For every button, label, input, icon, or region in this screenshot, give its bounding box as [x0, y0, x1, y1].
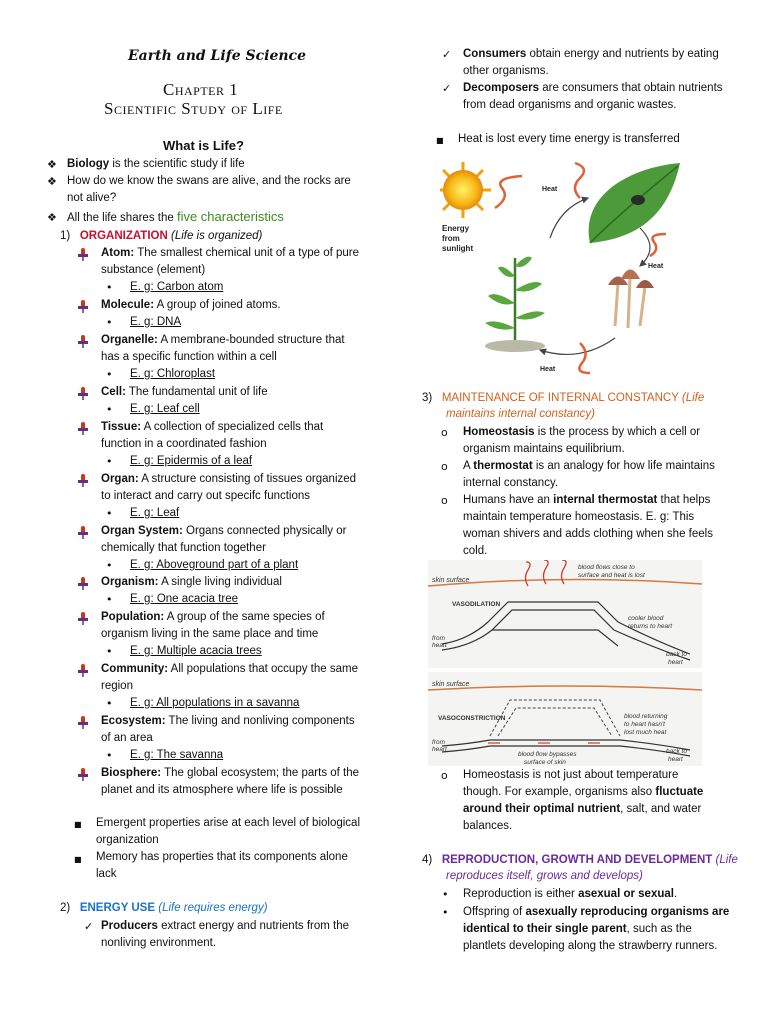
- level-definition-line-2: function in a coordinated fashion: [101, 438, 267, 450]
- level-example: E. g: Aboveground part of a plant: [130, 559, 299, 571]
- question-line-1: How do we know the swans are alive, and the rocks are: [67, 175, 351, 187]
- note-1-line-2: organization: [96, 834, 159, 846]
- organization-heading: 1) ORGANIZATION (Life is organized): [60, 230, 263, 242]
- back-to-heart-label-1: back to: [666, 748, 687, 755]
- consumers-line-1: Consumers obtain energy and nutrients by eating: [463, 48, 719, 60]
- pushpin-bullet-icon: [78, 335, 88, 347]
- pushpin-bullet-icon: [78, 387, 88, 399]
- maintenance-heading: 3) MAINTENANCE OF INTERNAL CONSTANCY (Life: [422, 392, 705, 404]
- humans-line-2: maintain temperature homeostasis. E. g: This: [463, 511, 695, 523]
- humans-line-3: woman shivers and adds clothing when she feels: [463, 528, 713, 540]
- bullet-icon: •: [106, 645, 113, 658]
- from-heart-label-1: from: [432, 739, 445, 746]
- offspring-line-2: identical to their single parent, such as the: [463, 923, 692, 935]
- level-definition-line-2: to interact and carry out specifc functions: [101, 490, 311, 502]
- level-definition-line-2: of an area: [101, 732, 153, 744]
- level-definition-line-2: substance (element): [101, 264, 206, 276]
- level-definition-line-2: organism living in the same place and time: [101, 628, 319, 640]
- circle-bullet-icon: o: [441, 494, 448, 507]
- level-definition-line-1: Molecule: A group of joined atoms.: [101, 299, 281, 311]
- energy-label-line-1: Energy: [442, 224, 470, 233]
- bullet-icon: •: [106, 368, 113, 381]
- from-heart-label-1: from: [432, 635, 445, 642]
- chapter-title: Chapter 1: [163, 80, 239, 99]
- pushpin-bullet-icon: [78, 248, 88, 260]
- level-example: E. g: Carbon atom: [130, 281, 224, 293]
- heat-note: Heat is lost every time energy is transferred: [458, 133, 680, 145]
- diamond-bullet-icon: ❖: [47, 158, 57, 171]
- level-example: E. g: Leaf: [130, 507, 180, 519]
- bullet-icon: •: [106, 403, 113, 416]
- not-just-line-3: around their optimal nutrient, salt, and water: [463, 803, 702, 815]
- energy-label-line-3: sunlight: [442, 244, 474, 253]
- pushpin-bullet-icon: [78, 422, 88, 434]
- not-just-line-2: though. For example, organisms also fluctuate: [463, 786, 704, 798]
- energy-label-line-2: from: [442, 234, 460, 243]
- level-definition-line-1: Organelle: A membrane-bounded structure that: [101, 334, 345, 346]
- level-example: E. g: Multiple acacia trees: [130, 645, 262, 657]
- heat-label-right: Heat: [648, 263, 664, 270]
- pushpin-bullet-icon: [78, 577, 88, 589]
- level-definition-line-1: Ecosystem: The living and nonliving components: [101, 715, 355, 727]
- diamond-bullet-icon: ❖: [47, 175, 57, 188]
- humans-line-1: Humans have an internal thermostat that helps: [463, 494, 711, 506]
- heat-wave-icon: [575, 163, 584, 198]
- level-definition-line-1: Atom: The smallest chemical unit of a type of pure: [101, 247, 360, 259]
- back-to-heart-label-1: back to: [666, 651, 687, 658]
- diamond-bullet-icon: ❖: [47, 211, 57, 224]
- biology-definition: Biology is the scientific study if life: [67, 158, 245, 170]
- pushpin-bullet-icon: [78, 300, 88, 312]
- back-to-heart-label-2: heart: [668, 659, 683, 666]
- consumers-line-2: other organisms.: [463, 65, 549, 77]
- thermostat-line-2: internal constancy.: [463, 477, 559, 489]
- course-title: Earth and Life Science: [128, 48, 306, 64]
- decomposers-line-2: from dead organisms and organic wastes.: [463, 99, 677, 111]
- subject-title: Scientific Study of Life: [104, 99, 283, 118]
- reproduction-heading: 4) REPRODUCTION, GROWTH AND DEVELOPMENT (Life: [422, 854, 738, 866]
- bullet-icon: •: [106, 593, 113, 606]
- level-definition-line-1: Tissue: A collection of specialized cells that: [101, 421, 324, 433]
- note-1-line-1: Emergent properties arise at each level of biological: [96, 817, 361, 829]
- energy-flow-diagram: [440, 158, 690, 376]
- sun-icon: [440, 162, 491, 218]
- checkmark-icon: ✓: [84, 920, 94, 933]
- bullet-icon: •: [442, 888, 449, 901]
- bypass-line-2: surface of skin: [524, 759, 566, 766]
- square-bullet-icon: ■: [74, 820, 82, 829]
- flow-arrow: [550, 198, 588, 238]
- decomposers-line-1: Decomposers are consumers that obtain nutrients: [463, 82, 723, 94]
- section-title: What is Life?: [163, 138, 244, 153]
- top-note-line-1: blood flows close to: [578, 564, 635, 571]
- checkmark-icon: ✓: [442, 82, 452, 95]
- circle-bullet-icon: o: [441, 769, 448, 782]
- level-definition-line-1: Population: A group of the same species of: [101, 611, 325, 623]
- level-definition-line-1: Organ: A structure consisting of tissues organized: [101, 473, 357, 485]
- top-note-line-2: surface and heat is lost: [578, 572, 645, 579]
- five-characteristics-line: All the life shares the five characteristics: [67, 209, 284, 224]
- vasoconstriction-label: VASOCONSTRICTION: [438, 715, 506, 722]
- heat-label-top: Heat: [542, 186, 558, 193]
- bullet-icon: •: [106, 455, 113, 468]
- square-bullet-icon: ■: [74, 855, 82, 864]
- pushpin-bullet-icon: [78, 664, 88, 676]
- flow-arrow: [640, 228, 650, 266]
- flow-arrow: [540, 338, 615, 354]
- level-example: E. g: All populations in a savanna: [130, 697, 300, 709]
- level-example: E. g: The savanna: [130, 749, 224, 761]
- level-definition-line-1: Community: All populations that occupy the same: [101, 663, 358, 675]
- mushrooms-icon: [608, 270, 654, 329]
- homeostasis-line-1: Homeostasis is the process by which a cell or: [463, 426, 701, 438]
- level-definition-line-2: planet and its atmosphere where life is possible: [101, 784, 343, 796]
- bypass-line-1: blood flow bypasses: [518, 751, 577, 758]
- level-definition-line-2: has a specific function within a cell: [101, 351, 277, 363]
- reproduction-subtitle: reproduces itself, grows and develops): [446, 870, 643, 882]
- producers-line-2: nonliving environment.: [101, 937, 217, 949]
- level-example: E. g: DNA: [130, 316, 182, 328]
- heat-label-bottom: Heat: [540, 366, 556, 373]
- bullet-icon: •: [106, 697, 113, 710]
- level-example: E. g: Leaf cell: [130, 403, 200, 415]
- returning-line-1: blood returning: [624, 713, 668, 720]
- energy-heading: 2) ENERGY USE (Life requires energy): [60, 902, 268, 914]
- not-just-line-4: balances.: [463, 820, 513, 832]
- note-2-line-1: Memory has properties that its components alone: [96, 851, 348, 863]
- level-example: E. g: Epidermis of a leaf: [130, 455, 253, 467]
- square-bullet-icon: ■: [436, 136, 444, 145]
- homeostasis-line-2: organism maintains equilibrium.: [463, 443, 625, 455]
- offspring-line-3: plantlets developing along the strawberry runners.: [463, 940, 718, 952]
- returning-line-2: to heart hasn't: [624, 721, 665, 728]
- pushpin-bullet-icon: [78, 526, 88, 538]
- thermostat-line-1: A thermostat is an analogy for how life maintains: [463, 460, 715, 472]
- skin-surface-label: skin surface: [432, 681, 470, 688]
- returning-line-3: lost much heat: [624, 729, 667, 736]
- cooler-blood-line-2: returns to heart: [628, 623, 673, 630]
- pushpin-bullet-icon: [78, 612, 88, 624]
- leaf-icon: [589, 163, 680, 243]
- producers-line-1: Producers extract energy and nutrients from the: [101, 920, 350, 932]
- vasodilation-label: VASODILATION: [452, 601, 501, 608]
- reproduction-type-line: Reproduction is either asexual or sexual.: [463, 888, 678, 900]
- level-definition-line-1: Organism: A single living individual: [101, 576, 282, 588]
- level-definition-line-1: Biosphere: The global ecosystem; the parts of the: [101, 767, 360, 779]
- circle-bullet-icon: o: [441, 460, 448, 473]
- bullet-icon: •: [106, 507, 113, 520]
- level-definition-line-2: chemically that function together: [101, 542, 266, 554]
- cooler-blood-line-1: cooler blood: [628, 615, 664, 622]
- bullet-icon: •: [442, 906, 449, 919]
- bullet-icon: •: [106, 749, 113, 762]
- offspring-line-1: Offspring of asexually reproducing organisms are: [463, 906, 730, 918]
- pushpin-bullet-icon: [78, 716, 88, 728]
- humans-line-4: cold.: [463, 545, 488, 557]
- level-example: E. g: One acacia tree: [130, 593, 239, 605]
- level-definition-line-1: Cell: The fundamental unit of life: [101, 386, 268, 398]
- level-example: E. g: Chloroplast: [130, 368, 216, 380]
- not-just-line-1: Homeostasis is not just about temperature: [463, 769, 679, 781]
- circle-bullet-icon: o: [441, 426, 448, 439]
- pushpin-bullet-icon: [78, 768, 88, 780]
- question-line-2: not alive?: [67, 192, 117, 204]
- checkmark-icon: ✓: [442, 48, 452, 61]
- skin-surface-label: skin surface: [432, 577, 470, 584]
- plant-icon: [485, 257, 545, 352]
- heat-wave-icon: [650, 234, 666, 256]
- level-definition-line-1: Organ System: Organs connected physically or: [101, 525, 347, 537]
- maintenance-subtitle: maintains internal constancy): [446, 408, 595, 420]
- bullet-icon: •: [106, 316, 113, 329]
- back-to-heart-label-2: heart: [668, 756, 683, 763]
- bullet-icon: •: [106, 281, 113, 294]
- level-definition-line-2: region: [101, 680, 133, 692]
- from-heart-label-2: heart: [432, 642, 447, 649]
- from-heart-label-2: heart: [432, 746, 447, 753]
- note-2-line-2: lack: [96, 868, 117, 880]
- heat-wave-icon: [579, 343, 590, 373]
- pushpin-bullet-icon: [78, 474, 88, 486]
- heat-wave-icon: [495, 176, 522, 208]
- bullet-icon: •: [106, 559, 113, 572]
- blood-flow-diagram: [428, 560, 702, 766]
